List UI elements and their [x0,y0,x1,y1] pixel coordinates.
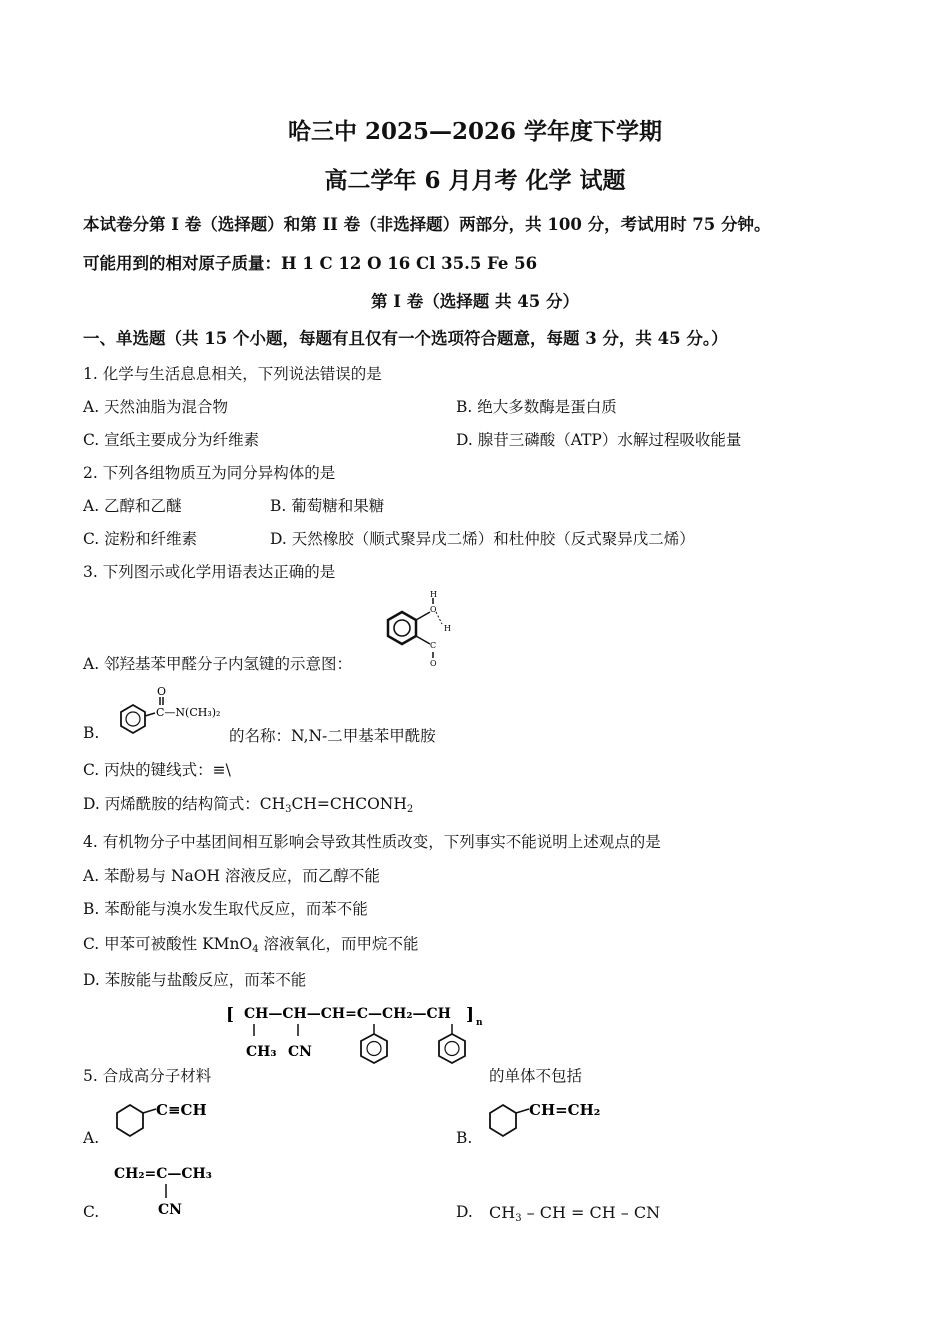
q5-option-b-structure [485,1095,625,1145]
part1-heading: 第 I 卷（选择题 共 45 分） [371,292,579,311]
q3-option-b-prefix: B. [83,724,100,742]
q3a-label-h2: H [444,624,451,633]
q1-option-b: B. 绝大多数酶是蛋白质 [456,398,617,416]
q5-option-c-main: CH₂=C—CH₃ [114,1166,212,1182]
q5-polymer-cn: CN [288,1044,312,1060]
q5-option-d: $CH_3$ – CH = CH – CN [489,1203,661,1224]
q3-option-c: C. 丙炔的键线式：≡\ [83,761,231,779]
q4-option-b: B. 苯酚能与溴水发生取代反应，而苯不能 [83,900,368,918]
svg-text:[: [ [226,1005,235,1025]
q3a-label-h: H [430,590,437,599]
q5-option-b-group: CH=CH₂ [529,1101,601,1119]
q5-stem-suffix: 的单体不包括 [489,1067,583,1085]
q4-option-d: D. 苯胺能与盐酸反应，而苯不能 [83,971,307,989]
q5-option-c-structure [112,1158,242,1220]
q3a-label-c: C [430,641,437,650]
q2-option-c: C. 淀粉和纤维素 [83,530,198,548]
svg-text:]: ] [466,1005,475,1025]
q1-option-a: A. 天然油脂为混合物 [83,398,229,416]
q4-option-c: C. 甲苯可被酸性 KMnO$_4$ 溶液氧化，而甲烷不能 [83,935,419,955]
q3b-benzamide-structure [115,683,240,735]
q5-option-a-structure [112,1095,232,1145]
q3-option-b-text: 的名称：N,N-二甲基苯甲酰胺 [229,727,436,745]
q5-option-c-prefix: C. [83,1203,100,1221]
q4-option-a: A. 苯酚易与 NaOH 溶液反应，而乙醇不能 [83,867,380,885]
q3a-hydrogen-bond-structure [378,590,458,670]
q1-stem: 1. 化学与生活息息相关，下列说法错误的是 [83,365,382,383]
q5-stem-prefix: 5. 合成高分子材料 [83,1067,212,1085]
q1-option-c: C. 宣纸主要成分为纤维素 [83,431,260,449]
q5-option-d-prefix: D. [456,1203,473,1221]
q3b-amide-group: C—N(CH₃)₂ [156,706,221,719]
q3-option-a: A. 邻羟基苯甲醛分子内氢键的示意图： [83,655,353,673]
q5-option-b-prefix: B. [456,1129,473,1147]
svg-text:n: n [476,1018,483,1028]
q5-option-a-group: C≡CH [156,1101,207,1119]
q2-option-a: A. 乙醇和乙醚 [83,497,182,515]
q2-stem: 2. 下列各组物质互为同分异构体的是 [83,464,336,482]
q3a-label-o2: O [430,659,437,668]
q5-polymer-ch3: CH₃ [246,1044,277,1060]
q3-option-d: D. 丙烯酰胺的结构简式：$CH_3CH=CHCONH_2$ [83,795,414,815]
q1-option-d: D. 腺苷三磷酸（ATP）水解过程吸收能量 [456,431,742,449]
q5-polymer-structure [222,998,502,1080]
exam-info: 本试卷分第 I 卷（选择题）和第 II 卷（非选择题）两部分，共 100 分，考试用时 75 分钟。 [83,215,771,234]
q3a-label-o1: O [430,605,437,614]
q5-polymer-chain: CH—CH—CH=C—CH₂—CH [244,1006,451,1022]
exam-subtitle: 高二学年 6 月月考 化学 试题 [324,167,626,194]
q5-option-a-prefix: A. [83,1129,100,1147]
q5-option-c-cn: CN [158,1202,182,1218]
q2-option-d: D. 天然橡胶（顺式聚异戊二烯）和杜仲胶（反式聚异戊二烯） [270,530,695,548]
q4-stem: 4. 有机物分子中基团间相互影响会导致其性质改变，下列事实不能说明上述观点的是 [83,833,661,851]
exam-title: 哈三中 2025—2026 学年度下学期 [287,118,663,145]
section1-heading: 一、单选题（共 15 个小题，每题有且仅有一个选项符合题意，每题 3 分，共 45 分。） [83,329,728,348]
q3b-carbonyl-o: O [157,685,167,698]
atomic-masses: 可能用到的相对原子质量：H 1 C 12 O 16 Cl 35.5 Fe 56 [83,254,538,273]
q3-stem: 3. 下列图示或化学用语表达正确的是 [83,563,336,581]
q2-option-b: B. 葡萄糖和果糖 [270,497,385,515]
